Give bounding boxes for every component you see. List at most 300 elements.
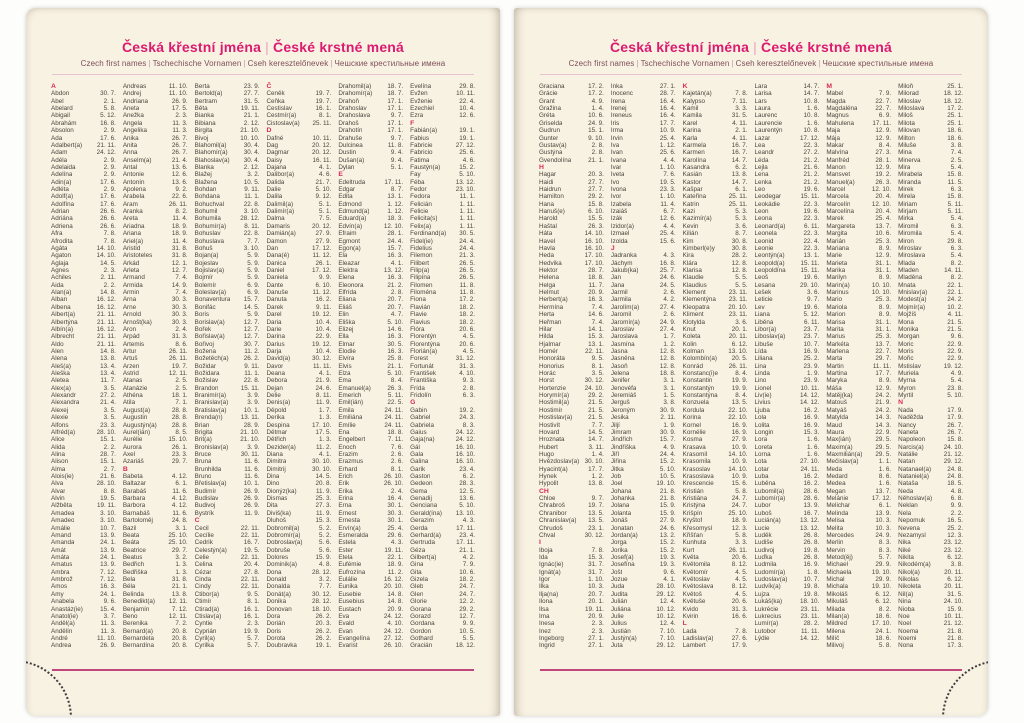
- name-entry: [338, 628, 403, 635]
- entry-name: Kornel: [682, 421, 701, 429]
- entry-date: 3. 2.: [175, 554, 188, 561]
- entry-date: 1. 12.: [387, 200, 404, 208]
- name-entry: [611, 407, 676, 414]
- entry-name: Nevena: [898, 524, 920, 532]
- entry-name: Mahulena: [826, 119, 854, 127]
- entry-name: Hubert: [539, 443, 558, 451]
- entry-name: Hilar: [539, 325, 552, 333]
- entry-name: Medea: [826, 480, 846, 488]
- page-header: [514, 8, 988, 75]
- entry-date: 3. 9.: [247, 399, 260, 407]
- name-entry: [754, 274, 819, 281]
- name-entry: [539, 517, 604, 524]
- entry-name: Andriana: [122, 97, 149, 105]
- entry-date: 28. 3.: [459, 480, 475, 488]
- name-entry: [754, 135, 819, 142]
- name-entry: [539, 135, 604, 142]
- name-entry: [123, 245, 188, 252]
- entry-name: Kolombín(a): [682, 355, 717, 363]
- entry-name: Milada: [826, 605, 845, 613]
- entry-name: Dorián: [266, 620, 286, 628]
- entry-name: Dorota: [266, 634, 286, 642]
- entry-name: Mirabela: [898, 171, 923, 179]
- name-entry: [123, 488, 188, 495]
- entry-name: Ignát(a): [539, 568, 561, 576]
- name-entry: [266, 142, 331, 149]
- name-entry: [539, 451, 604, 458]
- perforation-dots: [26, 654, 88, 716]
- entry-name: Jorga: [610, 539, 627, 547]
- entry-date: 17. 1.: [387, 119, 404, 127]
- entry-name: Longin: [754, 428, 774, 436]
- entry-date: 27. 12.: [383, 634, 404, 642]
- name-entry: [195, 333, 260, 340]
- entry-date: 22. 9.: [315, 333, 332, 341]
- name-entry: [123, 554, 188, 561]
- name-entry: [51, 510, 116, 517]
- entry-date: 2. 12.: [243, 119, 260, 127]
- name-entry: [683, 473, 748, 480]
- entry-name: Adléta: [51, 186, 69, 194]
- name-entry: [410, 319, 475, 326]
- entry-date: 8. 1.: [390, 465, 404, 473]
- entry-date: 21. 11.: [97, 141, 116, 149]
- name-entry: [683, 157, 748, 164]
- entry-date: 19. 6.: [803, 303, 820, 311]
- name-entry: [539, 311, 604, 318]
- name-entry: [754, 473, 819, 480]
- entry-date: 26. 2.: [315, 612, 332, 620]
- entry-name: Irenej: [610, 105, 627, 113]
- entry-name: Muriela: [898, 370, 919, 378]
- entry-date: 2. 9.: [103, 171, 116, 179]
- entry-name: Adriána: [51, 215, 73, 223]
- entry-date: 13. 12.: [800, 524, 820, 532]
- entry-name: Eleonora: [338, 281, 364, 289]
- name-entry: [266, 149, 331, 156]
- entry-name: Livius: [754, 399, 771, 407]
- entry-name: Evald: [338, 620, 355, 628]
- entry-date: 23. 4.: [459, 465, 475, 473]
- name-entry: [266, 223, 331, 230]
- entry-date: 31. 5.: [731, 112, 748, 120]
- entry-date: 21. 8.: [947, 634, 963, 642]
- entry-date: 15. 10.: [168, 436, 188, 444]
- name-entry: [338, 495, 403, 502]
- entry-name: Aurora: [122, 443, 142, 451]
- name-entry: [195, 105, 260, 112]
- name-entry: [754, 583, 819, 590]
- entry-name: Milota: [898, 119, 915, 127]
- name-entry: [898, 201, 963, 208]
- name-entry: [266, 414, 331, 421]
- entry-name: Fidel(ie): [410, 237, 433, 245]
- entry-name: Jitka: [610, 465, 624, 473]
- entry-date: 17. 12.: [800, 134, 820, 142]
- entry-date: 25. 1.: [947, 83, 963, 90]
- entry-date: 11. 4.: [660, 200, 676, 208]
- entry-date: 21. 1.: [171, 583, 188, 591]
- entry-name: Eulálie: [338, 576, 358, 584]
- name-entry: [410, 112, 475, 119]
- entry-name: Jindřiška: [610, 443, 636, 451]
- name-entry: [266, 628, 331, 635]
- name-entry: [754, 598, 819, 605]
- entry-date: 12. 11.: [168, 612, 188, 620]
- entry-name: Flavie: [410, 311, 427, 319]
- entry-name: Bianka: [194, 112, 214, 120]
- entry-date: 25. 3.: [875, 237, 892, 245]
- entry-date: 24. 1.: [875, 627, 892, 635]
- entry-date: 29. 5.: [875, 450, 892, 458]
- entry-date: 16. 3.: [387, 274, 404, 282]
- name-entry: [898, 341, 963, 348]
- name-entry: [123, 591, 188, 598]
- entry-name: Edvín(a): [338, 222, 363, 230]
- entry-name: Gleb: [410, 583, 424, 591]
- entry-date: 5. 3.: [735, 215, 748, 223]
- entry-name: Beatrice: [122, 546, 146, 554]
- entry-date: 10. 12.: [656, 612, 676, 620]
- name-entry: [123, 539, 188, 546]
- name-entry: [338, 466, 403, 473]
- entry-date: 6. 9.: [247, 281, 260, 289]
- name-entry: [410, 245, 475, 252]
- name-entry: [611, 83, 676, 90]
- entry-name: Ivo: [610, 178, 620, 186]
- entry-date: 1. 6.: [807, 119, 820, 127]
- entry-date: 16. 12.: [383, 576, 404, 584]
- entry-date: 3. 5.: [591, 370, 604, 378]
- name-entry: [898, 466, 963, 473]
- name-entry: [123, 547, 188, 554]
- entry-date: 16. 3.: [387, 347, 404, 355]
- name-entry: [539, 333, 604, 340]
- entry-date: 30. 9.: [659, 428, 676, 436]
- entry-date: 15. 2.: [659, 546, 676, 554]
- name-entry: [826, 407, 891, 414]
- name-entry: [898, 532, 963, 539]
- entry-name: Bruno: [194, 473, 212, 481]
- entry-date: 24. 8.: [171, 517, 188, 525]
- name-entry: [898, 127, 963, 134]
- entry-date: 1. 3.: [319, 414, 332, 422]
- entry-date: 17. 9.: [947, 414, 963, 422]
- entry-name: Josef(a): [610, 554, 634, 561]
- name-entry: [123, 230, 188, 237]
- name-entry: [51, 296, 116, 303]
- name-entry: [754, 142, 819, 149]
- name-entry: [826, 598, 891, 605]
- section-letter: D: [266, 127, 272, 135]
- entry-name: Julie: [610, 612, 624, 620]
- entry-name: Miloš: [898, 112, 913, 120]
- entry-date: 5. 11.: [947, 208, 963, 216]
- subtitle-hu: Cseh keresztelőnevek: [735, 59, 817, 68]
- entry-date: 7. 12.: [100, 576, 116, 584]
- entry-name: Julián: [610, 598, 628, 606]
- entry-name: Alexej: [51, 406, 69, 414]
- entry-date: 11. 2.: [244, 347, 260, 355]
- entry-date: 26. 9.: [243, 502, 260, 510]
- entry-date: 29. 12.: [656, 590, 676, 598]
- entry-date: 8. 7.: [390, 186, 404, 194]
- name-entry: [539, 628, 604, 635]
- name-entry: [51, 120, 116, 127]
- entry-name: Amálie: [51, 524, 71, 532]
- entry-date: 2. 8.: [462, 384, 475, 392]
- name-entry: [611, 458, 676, 465]
- entry-name: Melánie: [826, 495, 849, 503]
- name-entry: [754, 112, 819, 119]
- entry-name: Mojžíš: [898, 311, 917, 319]
- entry-date: 22. 9.: [947, 355, 963, 363]
- entry-date: 16. 4.: [387, 495, 404, 503]
- entry-name: Edgar: [338, 186, 356, 194]
- name-entry: [51, 598, 116, 605]
- entry-name: Edmond: [338, 200, 362, 208]
- entry-date: 16. 9.: [731, 421, 748, 429]
- name-entry: [195, 260, 260, 267]
- name-entry: [683, 304, 748, 311]
- entry-date: 3. 6.: [735, 222, 748, 230]
- name-entry: [51, 252, 116, 259]
- entry-name: Artuš: [122, 355, 138, 363]
- name-entry: [898, 525, 963, 532]
- name-entry: [898, 635, 963, 642]
- entry-name: Fidelius: [410, 244, 432, 252]
- name-entry: [410, 407, 475, 414]
- entry-name: Ezechiel: [410, 105, 434, 113]
- name-entry: [754, 341, 819, 348]
- name-entry: [338, 223, 403, 230]
- name-entry: [826, 547, 891, 554]
- name-entry: [683, 532, 748, 539]
- entry-name: Gita: [410, 568, 422, 576]
- page-subtitle: [26, 59, 500, 68]
- entry-date: 15. 2.: [659, 458, 676, 466]
- name-entry: [826, 193, 891, 200]
- name-entry: [683, 112, 748, 119]
- name-entry: [611, 502, 676, 509]
- name-column: [539, 83, 604, 650]
- entry-date: 6. 3.: [462, 392, 475, 400]
- entry-name: Gvendolína: [539, 156, 572, 164]
- name-entry: [683, 274, 748, 281]
- name-entry: [123, 576, 188, 583]
- entry-name: Lara: [754, 83, 768, 90]
- entry-date: 5. 12.: [803, 311, 820, 319]
- name-entry: [826, 510, 891, 517]
- entry-name: Lubomil(a): [754, 487, 785, 495]
- name-entry: [195, 142, 260, 149]
- entry-name: Elodie: [338, 347, 356, 355]
- entry-name: Hostislav(a): [539, 414, 573, 422]
- entry-name: Máša: [826, 384, 842, 392]
- name-entry: [611, 260, 676, 267]
- entry-name: Ariadna: [122, 222, 145, 230]
- entry-date: 8. 2.: [950, 259, 963, 267]
- entry-name: Abdon: [51, 90, 70, 98]
- name-entry: [826, 274, 891, 281]
- entry-name: Donovan: [266, 605, 292, 613]
- name-entry: [338, 635, 403, 642]
- name-entry: [826, 149, 891, 156]
- entry-date: 9. 9.: [950, 502, 963, 510]
- entry-name: Cyrilka: [194, 642, 214, 650]
- entry-name: Bruna: [194, 458, 212, 466]
- name-entry: [410, 186, 475, 193]
- name-entry: [683, 606, 748, 613]
- entry-date: 5. 10.: [459, 502, 475, 510]
- name-entry: [826, 635, 891, 642]
- entry-date: 17. 1.: [387, 127, 404, 135]
- entry-name: Kristián: [682, 487, 704, 495]
- entry-date: 14. 1.: [588, 325, 604, 333]
- entry-date: 29. 7.: [171, 546, 188, 554]
- entry-date: 19. 8.: [803, 583, 820, 591]
- entry-date: 20. 12.: [312, 141, 332, 149]
- entry-name: Markéta: [826, 340, 850, 348]
- name-entry: [754, 267, 819, 274]
- entry-date: 5. 10.: [659, 465, 676, 473]
- entry-name: Luděk: [754, 531, 772, 539]
- name-entry: [266, 576, 331, 583]
- entry-name: Matylda: [826, 414, 849, 422]
- entry-date: 7. 1.: [175, 399, 188, 407]
- entry-name: Mladěna: [898, 274, 923, 282]
- name-entry: [539, 583, 604, 590]
- entry-date: 7. 10.: [659, 627, 676, 635]
- entry-name: Afra: [51, 230, 63, 238]
- entry-name: Karolína: [682, 156, 707, 164]
- name-entry: [195, 399, 260, 406]
- entry-name: Esmeralda: [338, 531, 369, 539]
- name-entry: [683, 186, 748, 193]
- entry-name: Meda: [826, 465, 843, 473]
- entry-date: 26. 11.: [728, 546, 748, 554]
- entry-name: Jeroným: [610, 406, 635, 414]
- entry-name: Laurenc: [754, 112, 778, 120]
- entry-name: Adam: [51, 149, 68, 157]
- entry-date: 26. 7.: [171, 141, 188, 149]
- entry-name: Marcelín: [826, 200, 851, 208]
- entry-date: 11. 10.: [97, 634, 116, 642]
- name-entry: [410, 142, 475, 149]
- entry-name: Natan: [898, 458, 915, 466]
- name-entry: [338, 458, 403, 465]
- entry-date: 20. 4.: [243, 561, 260, 569]
- entry-name: Něhoslav(a): [898, 495, 933, 503]
- name-entry: [51, 495, 116, 502]
- name-entry: [123, 341, 188, 348]
- name-entry: [683, 539, 748, 546]
- entry-name: Enoch: [338, 443, 357, 451]
- entry-date: 9. 7.: [390, 134, 404, 142]
- entry-date: 4. 1.: [319, 163, 332, 171]
- name-entry: [51, 385, 116, 392]
- name-entry: [195, 561, 260, 568]
- entry-date: 5. 10.: [387, 318, 404, 326]
- name-column: [338, 83, 403, 650]
- name-entry: [683, 407, 748, 414]
- name-entry: [683, 341, 748, 348]
- entry-name: Anika: [122, 134, 139, 142]
- entry-date: 30. 7.: [100, 90, 116, 98]
- entry-date: 17. 1.: [387, 105, 404, 113]
- title-separator: |: [265, 39, 270, 55]
- name-entry: [611, 363, 676, 370]
- entry-name: Maud: [826, 421, 843, 429]
- entry-name: Drahotín: [338, 127, 363, 135]
- name-entry: [898, 157, 963, 164]
- entry-name: Leonard(a): [754, 222, 786, 230]
- entry-name: Lino: [754, 377, 767, 385]
- entry-date: 7. 8.: [103, 230, 116, 238]
- entry-date: 12. 11.: [168, 370, 188, 378]
- entry-date: 9. 4.: [390, 149, 404, 157]
- name-entry: [195, 201, 260, 208]
- entry-name: Hagar: [539, 171, 557, 179]
- entry-date: 30. 3.: [171, 296, 188, 304]
- entry-date: 8. 12.: [731, 583, 748, 591]
- name-entry: [611, 142, 676, 149]
- entry-name: Florentýn: [410, 333, 437, 341]
- entry-name: Cecil: [194, 524, 209, 532]
- entry-date: 1. 3.: [175, 561, 188, 569]
- entry-date: 20. 6.: [459, 340, 475, 348]
- name-entry: [195, 355, 260, 362]
- entry-name: Alena: [51, 355, 68, 363]
- entry-date: 19. 8.: [803, 590, 820, 598]
- entry-name: Griselda: [539, 119, 563, 127]
- name-entry: [683, 215, 748, 222]
- entry-date: 21. 1.: [387, 362, 404, 370]
- name-entry: [539, 620, 604, 627]
- name-entry: [611, 171, 676, 178]
- name-entry: [754, 480, 819, 487]
- entry-name: Miloslava: [898, 105, 925, 113]
- entry-date: 9. 5.: [247, 590, 260, 598]
- name-column: [123, 83, 188, 650]
- entry-name: Lubor: [754, 502, 771, 510]
- name-entry: [266, 554, 331, 561]
- name-entry: [683, 208, 748, 215]
- name-entry: [611, 525, 676, 532]
- name-entry: [683, 642, 748, 649]
- entry-date: 21. 1.: [588, 156, 604, 164]
- entry-date: 30. 10.: [312, 458, 332, 466]
- entry-date: 8. 12.: [731, 561, 748, 569]
- name-entry: [898, 208, 963, 215]
- entry-name: Lina: [754, 362, 767, 370]
- name-entry: [539, 561, 604, 568]
- entry-date: 15. 11.: [800, 259, 820, 267]
- entry-name: Larisa: [754, 90, 772, 98]
- entry-name: Jindřich: [610, 436, 633, 444]
- entry-name: Eliška: [338, 318, 356, 326]
- entry-name: Leopold(a): [754, 259, 785, 267]
- name-entry: [539, 186, 604, 193]
- entry-name: Elvis: [338, 362, 352, 370]
- entry-name: Gordana: [410, 620, 435, 628]
- entry-name: Nikodém(a): [898, 561, 931, 569]
- name-entry: [195, 186, 260, 193]
- entry-name: Flavius: [410, 318, 431, 326]
- name-entry: [683, 392, 748, 399]
- entry-date: 21. 2.: [803, 178, 820, 186]
- name-entry: [195, 164, 260, 171]
